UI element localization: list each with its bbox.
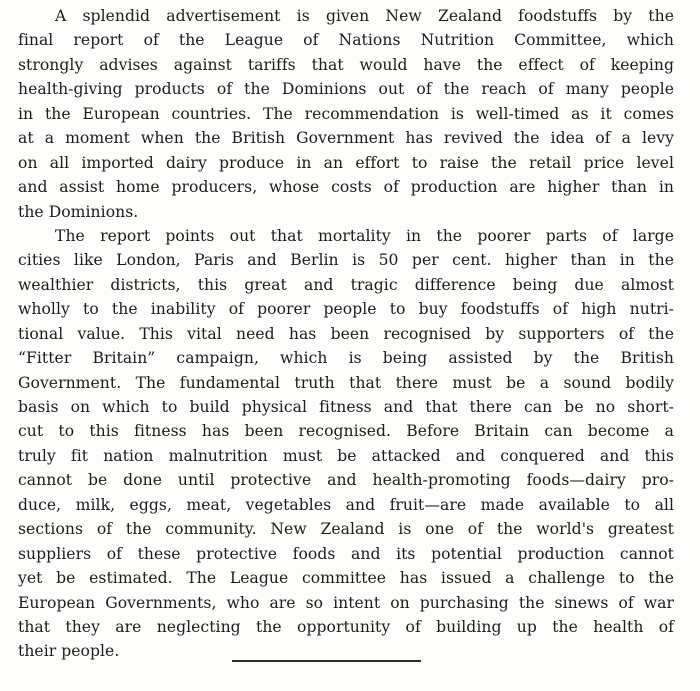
text-line: tional value. This vital need has been recognised by supporters of the bbox=[18, 324, 674, 343]
text-line: final report of the League of Nations Nutrition Committee, which bbox=[18, 31, 674, 50]
text-line: at a moment when the British Government has revived the idea of a levy bbox=[18, 129, 674, 148]
text-line: duce, milk, eggs, meat, vegetables and fruit—are made available to all bbox=[18, 495, 674, 514]
article-text bbox=[18, 4, 674, 664]
text-line: cannot be done until protective and health-promoting foods—dairy pro- bbox=[18, 471, 674, 490]
text-line: wealthier districts, this great and tragic difference being due almost bbox=[18, 275, 674, 294]
text-line: yet be estimated. The League committee has issued a challenge to the bbox=[18, 569, 674, 588]
text-line: that they are neglecting the opportunity of building up the health of bbox=[18, 617, 674, 636]
text-line: their people. bbox=[18, 642, 120, 661]
text-line: European Governments, who are so intent on purchasing the sinews of war bbox=[18, 593, 674, 612]
text-line: wholly to the inability of poorer people to buy foodstuffs of high nutri- bbox=[18, 300, 674, 319]
text-line: on all imported dairy produce in an effort to raise the retail price level bbox=[18, 153, 674, 172]
text-line: in the European countries. The recommendation is well-timed as it comes bbox=[18, 104, 674, 123]
text-line: A splendid advertisement is given New Zealand foodstuffs by the bbox=[55, 7, 674, 25]
text-line: health-giving products of the Dominions out of the reach of many people bbox=[18, 80, 674, 99]
text-line: and assist home producers, whose costs of production are higher than in bbox=[18, 178, 674, 197]
text-line: sections of the community. New Zealand is one of the world's greatest bbox=[18, 520, 674, 539]
closing-rule bbox=[232, 660, 421, 662]
paragraph-1 bbox=[18, 4, 674, 224]
text-line: The report points out that mortality in the poorer parts of large bbox=[55, 226, 674, 245]
text-line: Government. The fundamental truth that there must be a sound bodily bbox=[18, 373, 674, 392]
text-line: “Fitter Britain” campaign, which is being assisted by the British bbox=[18, 349, 674, 368]
text-line: basis on which to build physical fitness and that there can be no short- bbox=[18, 398, 674, 416]
text-line: the Dominions. bbox=[18, 202, 139, 221]
text-line: suppliers of these protective foods and its potential production cannot bbox=[18, 544, 674, 563]
text-line: cities like London, Paris and Berlin is 50 per cent. higher than in the bbox=[18, 251, 674, 270]
text-line: truly fit nation malnutrition must be attacked and conquered and this bbox=[18, 446, 674, 465]
text-line: strongly advises against tariffs that would have the effect of keeping bbox=[18, 55, 674, 74]
text-line: cut to this fitness has been recognised. Before Britain can become a bbox=[18, 422, 674, 441]
paragraph-2 bbox=[18, 224, 674, 664]
